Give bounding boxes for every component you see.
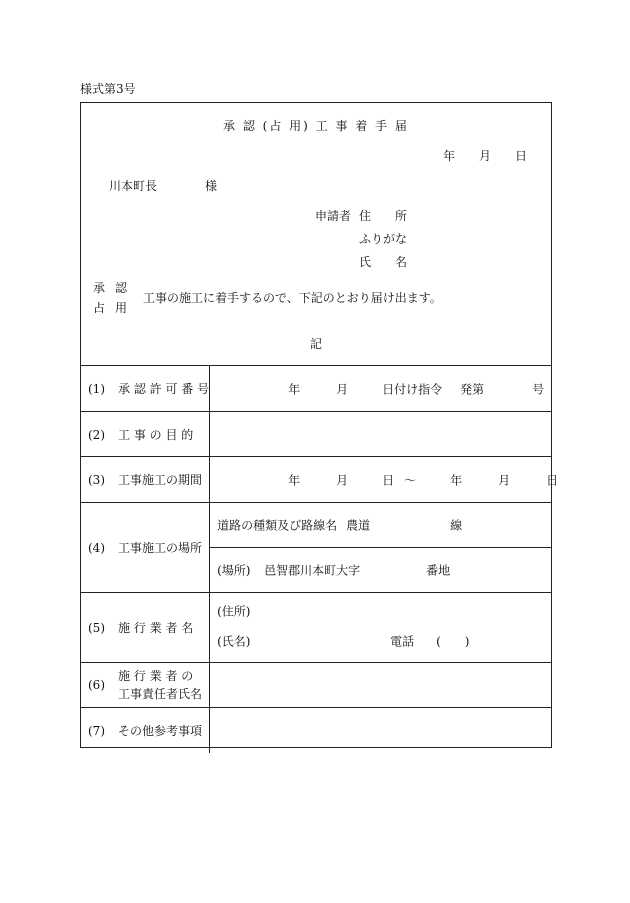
form-header	[81, 103, 551, 365]
row-label-other	[81, 708, 210, 753]
contractor-name-label: (氏名)	[217, 634, 251, 649]
applicant-role: 申請者	[315, 209, 352, 223]
kind-occupancy-2: 用	[115, 301, 128, 315]
row-label-location	[81, 503, 210, 593]
other-field[interactable]	[210, 708, 551, 753]
road-field[interactable]	[210, 503, 551, 547]
row-number: (1)	[88, 382, 105, 396]
period-field[interactable]	[210, 457, 559, 503]
purpose-field[interactable]	[210, 412, 551, 457]
table-row	[81, 663, 551, 708]
row-label-manager	[81, 663, 210, 708]
period-start-day: 日	[382, 473, 395, 487]
applicant-furigana-label: ふりがな	[359, 232, 408, 246]
place-label: (場所)	[217, 563, 251, 578]
contractor-phone-label: 電話	[390, 634, 415, 649]
date-day: 日	[515, 149, 528, 163]
approval-date-spec: 日付け指令	[382, 382, 443, 396]
addressee	[109, 177, 217, 194]
addressee-honorific: 様	[205, 179, 218, 193]
period-end-day: 日	[546, 473, 559, 487]
period-end-year: 年	[450, 473, 463, 487]
row-label: 工 事 の 目 的	[118, 427, 194, 442]
approval-year: 年	[288, 382, 301, 396]
approval-month: 月	[336, 382, 349, 396]
approval-issue: 発第	[460, 382, 485, 396]
submission-date	[443, 147, 527, 164]
table-row	[81, 503, 551, 593]
row-number: (2)	[88, 427, 105, 442]
row-label-approval-no	[81, 366, 210, 412]
location-field	[210, 503, 551, 593]
table-row	[81, 708, 551, 753]
place-name: 邑智郡川本町大字	[264, 563, 361, 578]
contractor-field[interactable]	[210, 593, 551, 663]
row-number: (7)	[88, 723, 105, 738]
row-label-contractor	[81, 593, 210, 663]
row-label-line1: 施 行 業 者 の	[118, 669, 194, 683]
row-label: 承 認 許 可 番 号	[118, 382, 210, 396]
date-month: 月	[479, 149, 492, 163]
period-tilde: ～	[404, 473, 417, 487]
form-title: 承 認 (占 用) 工 事 着 手 届	[223, 119, 409, 133]
row-number: (6)	[88, 678, 105, 692]
period-end-month: 月	[498, 473, 511, 487]
period-start-month: 月	[336, 473, 349, 487]
kind-approval	[93, 279, 137, 296]
table-row	[81, 366, 551, 412]
table-row	[81, 593, 551, 663]
applicant-block	[315, 207, 407, 276]
items-table	[81, 365, 559, 753]
approval-no-field[interactable]	[210, 366, 551, 412]
period-start-year: 年	[288, 473, 301, 487]
table-row	[81, 457, 551, 503]
notification-form	[80, 102, 559, 748]
row-label-line2: 工事責任者氏名	[118, 687, 203, 701]
date-year: 年	[443, 149, 456, 163]
kind-occupancy	[93, 299, 137, 316]
approval-number-suffix: 号	[532, 382, 545, 396]
table-row	[81, 412, 551, 457]
applicant-address-label: 住 所	[359, 209, 408, 223]
row-number: (3)	[88, 473, 105, 487]
road-line-suffix: 線	[450, 518, 463, 533]
place-banchi: 番地	[426, 563, 451, 578]
addressee-name: 川本町長	[109, 179, 158, 193]
place-field[interactable]	[210, 547, 551, 592]
form-number: 様式第3号	[80, 82, 136, 96]
contractor-address-label: (住所)	[217, 604, 251, 619]
row-number: (4)	[88, 541, 105, 555]
row-label: その他参考事項	[118, 723, 203, 738]
contractor-phone-field: ( )	[436, 634, 470, 649]
road-label: 道路の種類及び路線名	[217, 518, 338, 533]
manager-field[interactable]	[210, 663, 551, 708]
row-label: 工事施工の場所	[118, 541, 203, 555]
applicant-name-label: 氏 名	[359, 255, 408, 269]
row-label: 工事施工の期間	[118, 473, 203, 487]
road-type: 農道	[346, 518, 371, 533]
row-number: (5)	[88, 621, 105, 635]
row-label-period	[81, 457, 210, 503]
row-label-purpose	[81, 412, 210, 457]
kind-approval-2: 認	[115, 281, 128, 295]
kind-occupancy-1: 占	[93, 301, 106, 315]
row-label: 施 行 業 者 名	[118, 621, 194, 635]
ki-heading: 記	[309, 337, 322, 351]
kind-approval-1: 承	[93, 281, 106, 295]
statement: 工事の施工に着手するので、下記のとおり届け出ます。	[143, 291, 442, 305]
